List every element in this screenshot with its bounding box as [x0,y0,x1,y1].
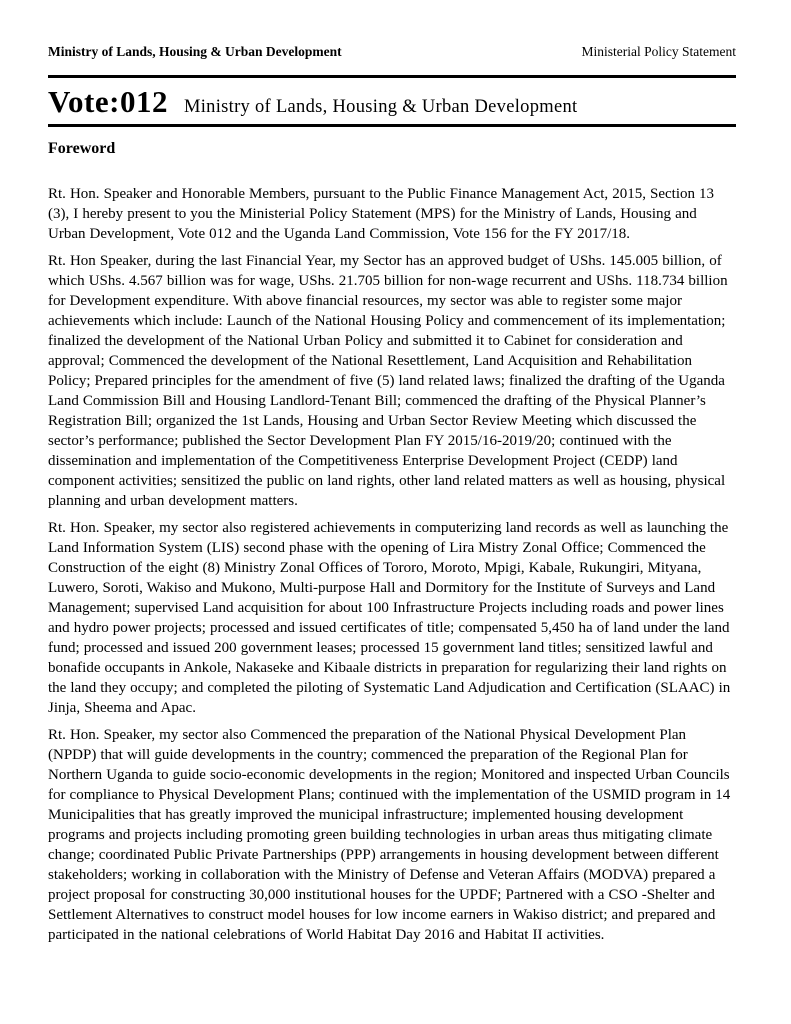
header-ministry-name: Ministry of Lands, Housing & Urban Development [48,44,342,59]
horizontal-rule-bottom [48,124,736,127]
vote-title-bar [48,83,736,121]
section-heading-foreword: Foreword [48,140,116,157]
foreword-paragraph-3: Rt. Hon. Speaker, my sector also registered achievements in computerizing land records as well as launching the Land Information System (LIS) second phase with the opening of Lira Mistry Zonal Office; Commenced the Construction of the eight (8) Ministry Zonal Offices of Tororo, Moroto, Mpigi, Kabale, Rukungiri, Mityana, Luwero, Soroti, Wakiso and Mukono, Multi-purpose Hall and Dormitory for the Institute of Surveys and Land Management; supervised Land acquisition for about 100 Infrastructure Projects including roads and power lines and hydro power projects; processed and issued certificates of title; compensated 5,450 ha of land under the land fund; processed and issued 200 government leases; processed 15 government land titles; sensitized lawful and bonafide occupants in Ankole, Nakaseke and Kibaale districts in preparation for regularizing their land rights on the land they occupy; and completed the piloting of Systematic Land Adjudication and Certification (SLAAC) in Jinja, Sheema and Apac. [48,520,731,716]
header-document-type: Ministerial Policy Statement [581,44,736,59]
foreword-paragraph-2: Rt. Hon Speaker, during the last Financial Year, my Sector has an approved budget of UShs. 145.005 billion, of which UShs. 4.567 billion was for wage, UShs. 21.705 billion for non-wage recurrent and UShs. 118.734 billion for Development expenditure. With above financial resources, my sector was able to register some major achievements which include: Launch of the National Housing Policy and commencement of its implementation; finalized the development of the National Urban Policy and submitted it to Cabinet for consideration and approval; Commenced the development of the National Resettlement, Land Acquisition and Rehabilitation Policy; Prepared principles for the amendment of five (5) land related laws; finalized the drafting of the Uganda Land Commission Bill and Housing Landlord-Tenant Bill; commenced the drafting of the Physical Planner’s Registration Bill; organized the 1st Lands, Housing and Urban Sector Review Meeting which discussed the sector’s performance; published the Sector Development Plan FY 2015/16-2019/20; continued with the dissemination and implementation of the Competitiveness Enterprise Development Project (CEDP) land component activities; sensitized the public on land rights, other land related matters as well as housing, physical planning and urban development matters. [48,253,728,509]
foreword-paragraph-4: Rt. Hon. Speaker, my sector also Commenced the preparation of the National Physical Development Plan (NPDP) that will guide developments in the country; commenced the preparation of the Regional Plan for Northern Uganda to guide socio-economic developments in the region; Monitored and inspected Urban Councils for compliance to Physical Development Plans; continued with the implementation of the USMID program in 14 Municipalities that has greatly improved the municipal infrastructure; implemented housing development programs and projects including promoting green building technologies in urban areas thus mitigating climate change; coordinated Public Private Partnerships (PPP) arrangements in housing development between different stakeholders; working in collaboration with the Ministry of Defense and Veteran Affairs (MODVA) prepared a project proposal for constructing 30,000 institutional houses for the UPDF; Partnered with a CSO -Shelter and Settlement Alternatives to construct model houses for low income earners in Wakiso district; and prepared and participated in the national celebrations of World Habitat Day 2016 and Habitat II activities. [48,727,731,943]
foreword-paragraph-1: Rt. Hon. Speaker and Honorable Members, pursuant to the Public Finance Management Act, 2015, Section 13 (3), I hereby present to you the Ministerial Policy Statement (MPS) for the Ministry of Lands, Housing and Urban Development, Vote 012 and the Uganda Land Commission, Vote 156 for the FY 2017/18. [48,186,715,242]
vote-number: Vote:012 [48,84,168,119]
horizontal-rule-top [48,75,736,78]
vote-ministry-name: Ministry of Lands, Housing & Urban Development [183,97,578,117]
document-header [48,44,736,60]
